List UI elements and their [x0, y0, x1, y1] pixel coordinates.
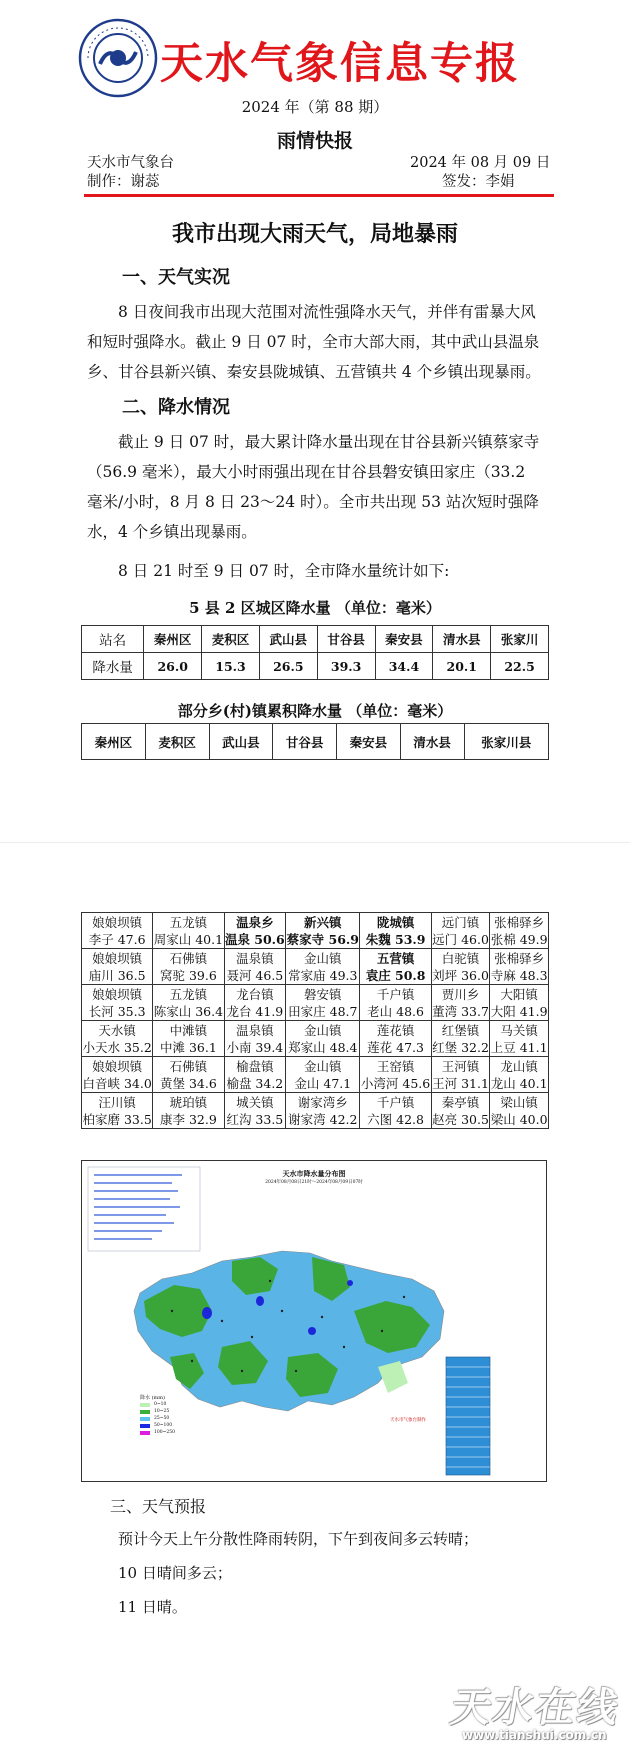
township-name: 天水镇 [98, 1022, 136, 1038]
station-value: 小天水 35.2 [82, 1039, 152, 1055]
issue-number: 2024 年（第 88 期） [241, 98, 389, 116]
table-cell [490, 1057, 549, 1093]
table-cell: 秦安县 [337, 724, 401, 760]
table-cell [360, 1057, 431, 1093]
township-name: 五营镇 [376, 950, 415, 966]
table-cell [360, 949, 431, 985]
table-cell [286, 949, 360, 985]
station-value: 刘坪 36.0 [432, 967, 489, 983]
station-value: 赵亮 30.5 [432, 1111, 489, 1127]
station-value: 董湾 33.7 [432, 1003, 489, 1019]
table-cell [82, 1021, 153, 1057]
table-cell [153, 913, 224, 949]
township-name: 娘娘坝镇 [92, 914, 143, 930]
table-header-row [82, 626, 549, 653]
table-cell: 清水县 [400, 724, 464, 760]
section2-paragraph2: 8 日 21 时至 9 日 07 时，全市降水量统计如下: [118, 562, 450, 580]
township-header-table [81, 723, 549, 760]
station-value: 中滩 36.1 [159, 1039, 217, 1055]
table-cell [360, 1093, 431, 1129]
station-value: 袁庄 50.8 [365, 967, 426, 983]
township-name: 娘娘坝镇 [92, 986, 143, 1002]
table-cell: 麦积区 [202, 626, 260, 653]
township-name: 龙台镇 [236, 986, 274, 1002]
township-name: 新兴镇 [304, 914, 342, 930]
document-type: 雨情快报 [276, 130, 353, 152]
table-cell [360, 913, 431, 949]
station-value: 田家庄 48.7 [288, 1003, 358, 1019]
watermark-url: www.tianshui.com.cn [462, 1728, 607, 1742]
station-value: 龙山 40.1 [490, 1075, 548, 1091]
station-value: 聂河 46.5 [226, 967, 284, 983]
table-cell [224, 985, 286, 1021]
county-precip-table [81, 625, 549, 680]
agency: 天水市气象台 [87, 155, 174, 171]
township-name: 石佛镇 [169, 1058, 208, 1074]
table-cell: 34.4 [375, 653, 433, 680]
station-value: 白音峡 34.0 [82, 1075, 152, 1091]
table-cell [286, 1057, 360, 1093]
map-legend-label: 100~250 [154, 1430, 175, 1435]
table-cell: 26.0 [144, 653, 202, 680]
table-cell [431, 1057, 490, 1093]
township-name: 金山镇 [304, 1058, 342, 1074]
map-legend-label: 10~25 [154, 1409, 170, 1414]
table-cell [82, 1057, 153, 1093]
table-cell [224, 1093, 286, 1129]
table-cell: 降水量 [82, 653, 144, 680]
station-value: 小湾河 45.6 [360, 1075, 431, 1091]
township-name: 谢家湾乡 [297, 1094, 348, 1110]
table-cell [431, 913, 490, 949]
township-name: 莲花镇 [376, 1022, 415, 1038]
table-cell [224, 913, 286, 949]
table2-caption: 部分乡(村)镇累积降水量 （单位：毫米） [177, 702, 453, 720]
station-value: 柏家磨 33.5 [82, 1111, 152, 1127]
township-name: 温泉镇 [236, 950, 274, 966]
table-cell: 22.5 [491, 653, 549, 680]
township-name: 石佛镇 [169, 950, 208, 966]
table-cell: 秦州区 [144, 626, 202, 653]
table-cell: 武山县 [209, 724, 273, 760]
table-cell: 20.1 [433, 653, 491, 680]
station-value: 龙台 41.9 [226, 1003, 284, 1019]
table-header-row [82, 724, 549, 760]
table-cell: 清水县 [433, 626, 491, 653]
township-name: 千户镇 [376, 1094, 415, 1110]
map-footer-note: 天水市气象台制作 [390, 1418, 426, 1423]
station-value: 莲花 47.3 [367, 1039, 424, 1055]
township-name: 温泉镇 [236, 1022, 274, 1038]
table-cell [490, 1093, 549, 1129]
station-value: 梁山 40.0 [490, 1111, 548, 1127]
table-cell [224, 1021, 286, 1057]
station-value: 陈家山 36.4 [153, 1003, 224, 1019]
table-cell: 秦州区 [82, 724, 146, 760]
table-cell: 麦积区 [145, 724, 209, 760]
section2-heading: 二、降水情况 [122, 397, 230, 418]
table-cell [360, 985, 431, 1021]
township-name: 贾川乡 [441, 986, 480, 1002]
table-cell [153, 1021, 224, 1057]
township-name: 龙山镇 [500, 1058, 538, 1074]
station-value: 王河 31.1 [432, 1075, 489, 1091]
table-cell [360, 1021, 431, 1057]
page-break [0, 842, 630, 843]
station-value: 庙川 36.5 [88, 967, 146, 983]
station-value: 黄堡 34.6 [159, 1075, 217, 1091]
forecast-line2: 10 日晴间多云； [118, 1564, 232, 1582]
township-name: 中滩镇 [169, 1022, 208, 1038]
station-value: 寺麻 48.3 [490, 967, 548, 983]
station-value: 常家庙 49.3 [288, 967, 358, 983]
table-cell [286, 985, 360, 1021]
township-name: 娘娘坝镇 [92, 1058, 143, 1074]
table-cell [224, 949, 286, 985]
township-name: 张棉驿乡 [494, 950, 545, 966]
township-name: 白驼镇 [441, 950, 480, 966]
table-cell [431, 985, 490, 1021]
logo [78, 18, 158, 98]
author: 制作：谢蕊 [87, 174, 160, 190]
section1-heading: 一、天气实况 [122, 267, 230, 288]
station-value: 老山 48.6 [367, 1003, 424, 1019]
table-cell [82, 985, 153, 1021]
meteorology-logo-icon [78, 18, 158, 98]
township-precip-table [81, 912, 549, 1129]
township-name: 千户镇 [376, 986, 415, 1002]
township-name: 王河镇 [441, 1058, 480, 1074]
township-name: 城关镇 [236, 1094, 274, 1110]
table-cell [431, 949, 490, 985]
table-cell: 站名 [82, 626, 144, 653]
table-cell [153, 1057, 224, 1093]
township-name: 金山镇 [304, 1022, 342, 1038]
station-value: 蔡家寺 56.9 [286, 931, 359, 947]
township-name: 秦亭镇 [441, 1094, 480, 1110]
table-cell [490, 913, 549, 949]
station-value: 康李 32.9 [159, 1111, 217, 1127]
station-value: 谢家湾 42.2 [288, 1111, 358, 1127]
township-name: 娘娘坝镇 [92, 950, 143, 966]
table1-caption: 5 县 2 区城区降水量 （单位：毫米） [189, 599, 441, 617]
township-name: 梁山镇 [500, 1094, 538, 1110]
township-name: 琥珀镇 [169, 1094, 208, 1110]
table-cell [224, 1057, 286, 1093]
table-cell [153, 949, 224, 985]
station-value: 上豆 41.1 [490, 1039, 548, 1055]
township-name: 马关镇 [500, 1022, 538, 1038]
township-name: 金山镇 [304, 950, 342, 966]
township-name: 温泉乡 [236, 914, 274, 930]
map-legend-label: 25~50 [154, 1416, 170, 1421]
station-value: 长河 35.3 [88, 1003, 146, 1019]
table-cell [431, 1093, 490, 1129]
township-name: 红堡镇 [441, 1022, 480, 1038]
township-name: 五龙镇 [169, 986, 208, 1002]
station-value: 小南 39.4 [226, 1039, 284, 1055]
table-cell [490, 1021, 549, 1057]
township-name: 磐安镇 [304, 986, 342, 1002]
table-row [82, 985, 549, 1021]
precip-map-graphic [82, 1161, 546, 1481]
section3-heading: 三、天气预报 [110, 1497, 207, 1516]
table-cell [153, 985, 224, 1021]
precip-map [81, 1160, 547, 1482]
station-value: 红堡 32.2 [432, 1039, 489, 1055]
station-value: 温泉 50.6 [224, 931, 285, 947]
table-cell: 26.5 [259, 653, 317, 680]
township-name: 王窑镇 [376, 1058, 415, 1074]
watermark-logo: 天水在线 [447, 1685, 624, 1731]
map-legend-label: 50~100 [154, 1423, 173, 1428]
section1-paragraph: 8 日夜间我市出现大范围对流性强降水天气，并伴有雷暴大风和短时强降水。截止 9 日 07 时，全市大部大雨，其中武山县温泉乡、甘谷县新兴镇、秦安县陇城镇、五营镇共 4 个乡镇出现暴雨。 [87, 303, 541, 381]
forecast-line1: 预计今天上午分散性降雨转阴，下午到夜间多云转晴； [118, 1530, 479, 1548]
header-divider [84, 194, 554, 197]
table-row [82, 1057, 549, 1093]
station-value: 金山 47.1 [294, 1075, 352, 1091]
table-row [82, 1093, 549, 1129]
table-cell [286, 913, 360, 949]
station-value: 窝驼 39.6 [159, 967, 217, 983]
report-title: 天水气象信息专报 [160, 39, 520, 89]
signer: 签发：李娟 [442, 174, 515, 190]
table-cell: 15.3 [202, 653, 260, 680]
table-cell [82, 1093, 153, 1129]
table-cell: 甘谷县 [273, 724, 337, 760]
table-cell [153, 1093, 224, 1129]
table-cell [286, 1093, 360, 1129]
table-cell: 39.3 [317, 653, 375, 680]
table-cell: 武山县 [259, 626, 317, 653]
station-value: 红沟 33.5 [226, 1111, 284, 1127]
map-legend-title: 降水 (mm) [140, 1395, 165, 1401]
table-cell: 张家川 [491, 626, 549, 653]
township-name: 陇城镇 [376, 914, 415, 930]
table-cell [286, 1021, 360, 1057]
township-name: 远门镇 [441, 914, 480, 930]
station-value: 六图 42.8 [367, 1111, 424, 1127]
table-cell [431, 1021, 490, 1057]
table-cell: 甘谷县 [317, 626, 375, 653]
map-legend-label: 0~10 [154, 1402, 167, 1407]
map-subtitle: 2024年08月08日21时～2024年08月09日07时 [265, 1180, 363, 1185]
township-name: 大阳镇 [500, 986, 538, 1002]
forecast-line3: 11 日晴。 [118, 1598, 187, 1616]
table-row [82, 913, 549, 949]
township-name: 榆盘镇 [236, 1058, 274, 1074]
issue-date: 2024 年 08 月 09 日 [410, 155, 551, 171]
station-value: 大阳 41.9 [490, 1003, 548, 1019]
station-value: 张棉 49.9 [490, 931, 548, 947]
station-value: 李子 47.6 [88, 931, 146, 947]
table-row [82, 949, 549, 985]
township-name: 张棉驿乡 [494, 914, 545, 930]
station-value: 远门 46.0 [432, 931, 489, 947]
table-cell [82, 913, 153, 949]
table-row [82, 1021, 549, 1057]
table-cell: 张家川县 [464, 724, 549, 760]
section2-paragraph1: 截止 9 日 07 时，最大累计降水量出现在甘谷县新兴镇蔡家寺（56.9 毫米），最大小时雨强出现在甘谷县磐安镇田家庄（33.2 毫米/小时，8 月 8 日 23～24 时）。全市共出现 53 站次短时强降水，4 个乡镇出现暴雨。 [87, 433, 540, 541]
table-cell [82, 949, 153, 985]
station-value: 郑家山 48.4 [288, 1039, 358, 1055]
table-cell [490, 985, 549, 1021]
station-value: 榆盘 34.2 [226, 1075, 284, 1091]
station-value: 周家山 40.1 [153, 931, 224, 947]
township-name: 五龙镇 [169, 914, 208, 930]
station-value: 朱魏 53.9 [365, 931, 426, 947]
township-name: 汪川镇 [98, 1094, 136, 1110]
table-row [82, 653, 549, 680]
table-cell: 秦安县 [375, 626, 433, 653]
table-cell [490, 949, 549, 985]
headline: 我市出现大雨天气，局地暴雨 [171, 221, 458, 247]
map-title: 天水市降水量分布图 [282, 1169, 346, 1178]
